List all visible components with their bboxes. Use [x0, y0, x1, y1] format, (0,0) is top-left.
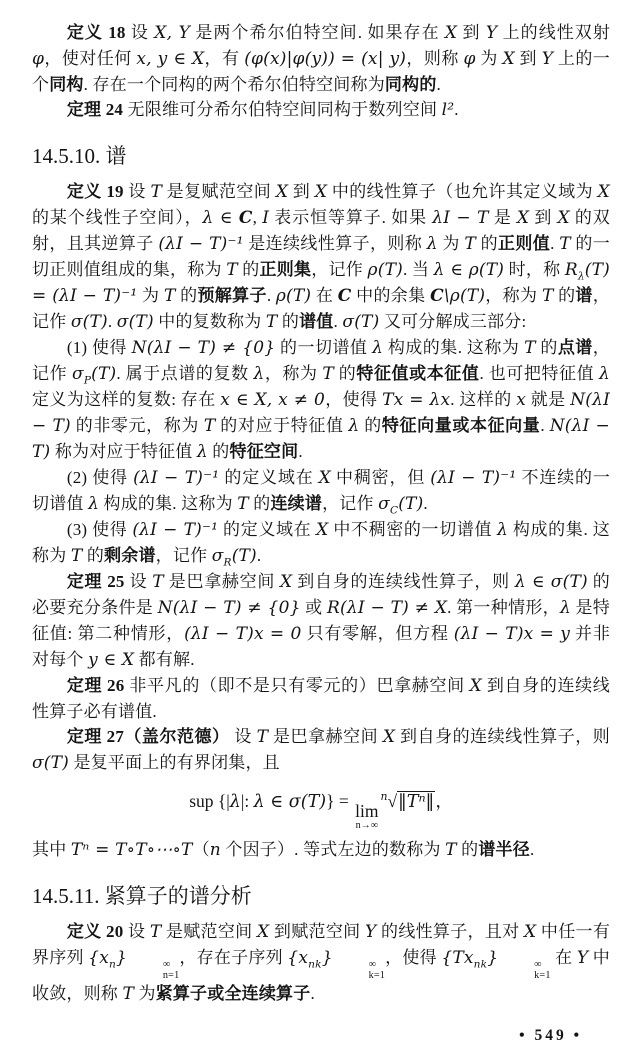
text-run: 到 [529, 208, 558, 227]
text-run: 的 [359, 416, 382, 435]
text-run: 到自身的连续线性算子，则 [395, 727, 610, 746]
para-spectral-radius-note [32, 837, 610, 863]
text-run: . [423, 494, 428, 513]
text-run: T [541, 286, 554, 306]
text-run: 的对应于特征值 [215, 416, 349, 435]
text-run: λ ∈ [202, 208, 239, 228]
text-run: . 第一种情形， [447, 598, 560, 617]
text-run: 非平凡的（即不是只有零元的）巴拿赫空间 [124, 676, 470, 695]
text-run: （盖尔范德） [124, 727, 230, 746]
text-run: 是复平面上的有界闭集，且 [69, 753, 280, 772]
text-run: . 存在一个同构的两个希尔伯特空间称为 [83, 75, 385, 94]
text-run: ，使得 [385, 948, 442, 968]
text-run: 设 [124, 572, 153, 591]
text-run: ρ(T) [275, 286, 312, 306]
text-run: σ [72, 364, 84, 384]
text-run: } = [326, 791, 354, 811]
text-run: ∞ k=1 [534, 958, 551, 981]
text-run: 中的线性算子（也允许其定义域为 [327, 182, 598, 201]
text-run: 紧算子或全连续算子 [155, 984, 311, 1004]
text-run: T [122, 984, 134, 1005]
text-run: X [314, 182, 328, 202]
text-run: 同构 [49, 75, 84, 94]
text-run: } [115, 948, 127, 969]
text-run: T [149, 922, 162, 943]
text-run: λ [229, 792, 241, 812]
text-run: nk [473, 958, 488, 971]
text-run: 的一切正则值组成的集，称为 [32, 234, 610, 279]
text-run: . [298, 442, 303, 461]
text-run: {x [88, 948, 109, 969]
text-run: λ [372, 338, 384, 358]
text-run: T [256, 727, 269, 747]
text-run: 是 [488, 208, 517, 227]
text-run: } [487, 948, 499, 969]
text-run: 中的余集 [351, 286, 431, 305]
text-run: 为 [475, 49, 503, 68]
text-run: T [226, 260, 238, 280]
text-run: T [445, 840, 457, 861]
text-run: (λI − T)⁻¹ [133, 468, 220, 488]
section-heading-14-5-11 [32, 883, 610, 909]
text-run: ，使对任何 [44, 49, 137, 68]
text-run: {Tx [441, 948, 474, 969]
text-run: C [389, 504, 399, 517]
text-run: N(λI − T) [32, 390, 610, 436]
text-run: 的 [207, 442, 230, 461]
text-run: 14.5.11. 紧算子的谱分析 [32, 884, 252, 909]
para-point-spectrum [32, 335, 610, 465]
text-run: 无限维可分希尔伯特空间同构于数列空间 [123, 100, 442, 119]
text-run: (λI − T)⁻¹ [158, 234, 244, 254]
text-run: (2) 使得 [66, 468, 134, 487]
text-run: Y [576, 948, 589, 969]
text-run: X [280, 572, 293, 592]
text-run: 定理 24 [66, 100, 124, 119]
formula-spectral-radius [32, 786, 610, 831]
text-run: ，使得 [325, 390, 383, 409]
text-run: 构成的集. 这称为 [99, 494, 238, 513]
text-run: 的 [553, 286, 576, 305]
text-run: x [516, 390, 527, 410]
text-run: T [322, 364, 334, 384]
text-run: 特征向量或本征向量 [381, 416, 541, 435]
text-run: σ(T) [32, 753, 70, 773]
text-run: λ ∈ σ(T) [514, 572, 588, 592]
text-run: ，称为 [485, 286, 542, 305]
text-run: 设 [125, 23, 155, 42]
text-run: (T) [398, 494, 424, 514]
text-run: 的 [175, 286, 198, 305]
text-run: ， [435, 791, 453, 811]
text-run: . 属于点谱的复数 [116, 364, 254, 383]
text-run: T [265, 312, 278, 332]
text-run: 14.5.10. 谱 [32, 144, 127, 168]
text-run: ，记作 [155, 546, 212, 565]
text-run: x, y ∈ X [136, 49, 205, 69]
text-run: 是复赋范空间 [162, 182, 276, 201]
text-run: 正则集 [259, 260, 312, 279]
text-run: sup {| [189, 791, 230, 811]
text-run: 上的一个 [32, 49, 610, 94]
text-run: 只有零解，但方程 [301, 624, 454, 643]
text-run: R [564, 260, 578, 280]
text-run: 是赋范空间 [161, 922, 258, 942]
text-run: 定理 25 [66, 572, 125, 591]
text-run: y ∈ X [88, 650, 135, 670]
text-run: ，有 [204, 49, 245, 68]
text-run: 表示恒等算子. 如果 [269, 208, 433, 227]
section-heading-14-5-10 [32, 143, 610, 169]
text-run: 是巴拿赫空间 [268, 727, 383, 746]
text-run: C [337, 286, 352, 306]
text-run: . [550, 234, 560, 253]
text-run: λ [426, 234, 438, 254]
text-run: . [266, 286, 276, 305]
text-run: λ ∈ σ(T) [253, 792, 327, 812]
text-run: T [237, 494, 249, 514]
text-run: n [108, 958, 116, 971]
text-run: 特征值或本征值 [356, 364, 480, 383]
text-run: 称为对应于特征值 [50, 442, 197, 461]
text-run: n [209, 840, 221, 861]
text-run: 到赋范空间 [269, 922, 366, 942]
text-run: 设 [123, 922, 150, 942]
text-run: R(λI − T) ≠ X [327, 598, 448, 618]
text-run: (λI − T)⁻¹ [132, 520, 219, 540]
text-run: λ [559, 598, 571, 618]
text-run: . 也可把特征值 [479, 364, 600, 383]
text-run: φ [32, 49, 45, 69]
para-definition-19 [32, 179, 610, 335]
text-run: R [223, 556, 232, 569]
text-run: φ [463, 49, 476, 69]
text-run: X [318, 468, 331, 488]
text-run: X, Y [154, 23, 191, 43]
text-run: 为 [137, 286, 164, 305]
text-run: 预解算子 [197, 286, 267, 305]
text-run: 中任一有界序列 [32, 922, 611, 968]
text-run: 在 [550, 948, 577, 968]
text-run: λ [253, 364, 265, 384]
text-run: 点谱 [557, 338, 593, 357]
text-run: 又可分解成三部分: [379, 312, 527, 331]
text-run: Y [485, 23, 498, 43]
text-run: 到自身的连续线性算子必有谱值. [32, 676, 611, 721]
text-run: 的双射，且其逆算子 [32, 208, 610, 253]
text-run: ，存在子序列 [179, 948, 288, 968]
text-run: T [150, 182, 163, 202]
text-run: 或 [300, 598, 328, 617]
text-run: ∞ k=1 [368, 958, 386, 981]
text-run: 为 [437, 234, 465, 253]
text-run: |: [240, 791, 254, 811]
text-run: X [502, 49, 515, 69]
text-run: T [203, 416, 216, 436]
text-run: 的 [277, 312, 300, 331]
text-run: x ∈ X, x ≠ 0 [220, 390, 326, 410]
text-run: 不连续的一切谱值 [32, 468, 611, 513]
text-run: C [430, 286, 444, 306]
text-run: 其中 [32, 840, 71, 860]
text-run: l² [441, 100, 455, 120]
text-run: 定理 27 [66, 727, 125, 746]
text-run: 的 [82, 546, 105, 565]
text-run: λ [599, 364, 611, 384]
text-run: C [238, 208, 253, 228]
text-run: 的 [237, 260, 260, 279]
text-run: λ [577, 270, 585, 283]
text-run: X [316, 520, 329, 540]
text-run: T [559, 234, 571, 254]
text-run: 是两个希尔伯特空间. 如果存在 [190, 23, 445, 42]
text-run: 的 [475, 234, 498, 253]
text-run: 是巴拿赫空间 [163, 572, 281, 591]
text-run: 中稠密，但 [330, 468, 431, 487]
text-run: Tx = λx [382, 390, 451, 410]
text-run: ，记作 [32, 286, 610, 331]
para-theorem-24 [32, 97, 610, 123]
text-run: } [321, 948, 333, 969]
para-theorem-26 [32, 673, 610, 724]
text-run: . 这样的 [450, 390, 517, 409]
text-run: (λI − T)x = y [453, 624, 571, 644]
text-run: 的 [248, 494, 271, 513]
text-run: （ [192, 840, 210, 860]
text-run: X [444, 23, 458, 43]
text-run: T [152, 572, 164, 592]
para-continuous-spectrum [32, 465, 610, 517]
para-residual-spectrum [32, 517, 610, 569]
text-run: 剩余谱 [104, 546, 156, 565]
text-run: . [333, 312, 343, 331]
text-run: 正则值 [497, 234, 551, 253]
text-run: , [252, 208, 263, 227]
text-run: λI − T [432, 208, 489, 228]
text-run: 特征空间 [229, 442, 299, 461]
text-run: 的非零元，称为 [70, 416, 204, 435]
text-run: ‖Tⁿ‖ [398, 792, 435, 812]
text-run: 的 [333, 364, 357, 383]
text-run: λ [497, 520, 508, 540]
text-run: . [256, 546, 262, 565]
text-run: 构成的集. 这称为 [32, 520, 610, 565]
text-run: (λI − T)⁻¹ [430, 468, 517, 488]
text-run: \ρ(T) [443, 286, 486, 306]
text-run: nk [308, 958, 322, 971]
text-run: 定理 26 [66, 676, 125, 695]
text-run: ，记作 [322, 494, 379, 513]
text-run: (1) 使得 [66, 338, 132, 357]
text-run: 设 [123, 182, 151, 201]
text-run: 定义为这样的复数: 存在 [32, 390, 221, 409]
text-run: 构成的集. 这称为 [383, 338, 525, 357]
text-run: 的线性算子，且对 [376, 922, 525, 942]
text-run: 是连续线性算子，则称 [243, 234, 427, 253]
text-run: ∞ n=1 [162, 958, 180, 981]
text-run: N(λI − T) ≠ {0} [157, 598, 301, 618]
text-run: . [454, 100, 459, 119]
text-run: T [524, 338, 536, 358]
text-run: 到 [457, 23, 486, 42]
text-run: T [163, 286, 176, 306]
text-run: T [464, 234, 476, 254]
text-run: 在 [311, 286, 338, 305]
text-run: X [275, 182, 289, 202]
text-run: X [382, 727, 396, 747]
text-run: λ [348, 416, 360, 436]
text-run: σ(T) [342, 312, 380, 332]
para-definition-18 [32, 20, 610, 97]
text-run: {x [287, 948, 309, 969]
text-run: Tⁿ = T∘T∘⋯∘T [70, 840, 193, 861]
text-run: 定义 19 [66, 182, 124, 201]
text-run: 的定义域在 [218, 520, 317, 539]
text-run: (T) [231, 546, 257, 566]
text-run: N(λI − T) [32, 416, 610, 462]
para-definition-20 [32, 919, 610, 1007]
text-run: P [83, 374, 92, 387]
text-run: 连续谱 [270, 494, 323, 513]
text-run: 到 [288, 182, 315, 201]
text-run: 中不稠密的一切谱值 [328, 520, 498, 539]
text-run: N(λI − T) ≠ {0} [131, 338, 276, 358]
text-run: 谱 [575, 286, 593, 305]
text-run: σ [378, 494, 390, 514]
text-run: lim n→∞ [355, 800, 379, 832]
text-run: 中收敛，则称 [32, 948, 610, 1004]
text-run: ρ(T) [367, 260, 403, 280]
para-theorem-27 [32, 724, 610, 776]
page-number: • 549 • [519, 1027, 582, 1045]
text-run: 的 [535, 338, 558, 357]
text-run: (T) = (λI − T)⁻¹ [32, 260, 610, 306]
text-run: . 当 [402, 260, 434, 279]
text-run: X [516, 208, 530, 228]
para-theorem-25 [32, 569, 610, 673]
text-run: 就是 [526, 390, 571, 409]
text-run: 的定义域在 [219, 468, 319, 487]
text-run: ，则称 [406, 49, 464, 68]
text-run: 都有解. [134, 650, 195, 669]
text-run: 时，称 [504, 260, 565, 279]
text-run: σ [211, 546, 224, 566]
text-run: 到 [514, 49, 542, 68]
text-run: 定义 18 [66, 23, 126, 42]
text-run: ，记作 [311, 260, 368, 279]
text-run: 设 [229, 727, 257, 746]
text-run: 中的复数称为 [153, 312, 266, 331]
text-run: σ(T) [70, 312, 108, 332]
text-run: n [380, 790, 388, 804]
text-run: (3) 使得 [66, 520, 133, 539]
text-run: (T) [91, 364, 117, 384]
text-run: Y [365, 922, 377, 943]
text-run: X [597, 182, 610, 202]
text-run: X [557, 208, 570, 228]
text-run: 上的线性双射 [497, 23, 611, 42]
text-run: 的 [456, 840, 479, 860]
text-run: 到自身的连续线性算子，则 [292, 572, 515, 591]
text-run: 的一切谱值 [275, 338, 373, 357]
text-run: T [70, 546, 83, 566]
text-run: . [436, 75, 441, 94]
text-run: 并非对每个 [32, 624, 611, 669]
text-run: . [310, 984, 315, 1004]
text-run: 个因子）. 等式左边的数称为 [220, 840, 446, 860]
text-run: 定义 20 [66, 922, 124, 942]
text-run: X [524, 922, 537, 943]
text-run: λ ∈ ρ(T) [433, 260, 505, 280]
text-run: . [540, 416, 550, 435]
text-run: X [469, 676, 482, 696]
text-run: Y [541, 49, 554, 69]
text-run: 为 [134, 984, 156, 1004]
text-run: 同构的 [384, 75, 437, 94]
text-run: 是特征值: 第二种情形， [32, 598, 610, 643]
text-run: √ [387, 791, 398, 811]
text-run: 谱值 [299, 312, 334, 331]
text-run: . [107, 312, 117, 331]
text-run: ，称为 [264, 364, 323, 383]
text-run: λ [196, 442, 208, 462]
text-run: (λI − T)x = 0 [184, 624, 302, 644]
text-run: (φ(x)|φ(y)) = (x| y) [244, 49, 407, 69]
text-run: σ(T) [116, 312, 154, 332]
text-run: 的某个线性子空间）， [32, 208, 203, 227]
text-run: I [262, 208, 270, 228]
text-run: λ [88, 494, 100, 514]
text-run: ，记作 [32, 338, 610, 383]
text-run: 谱半径 [478, 840, 530, 860]
text-run: X [257, 922, 270, 943]
text-run: . [529, 840, 535, 860]
text-run: 的必要充分条件是 [32, 572, 610, 617]
